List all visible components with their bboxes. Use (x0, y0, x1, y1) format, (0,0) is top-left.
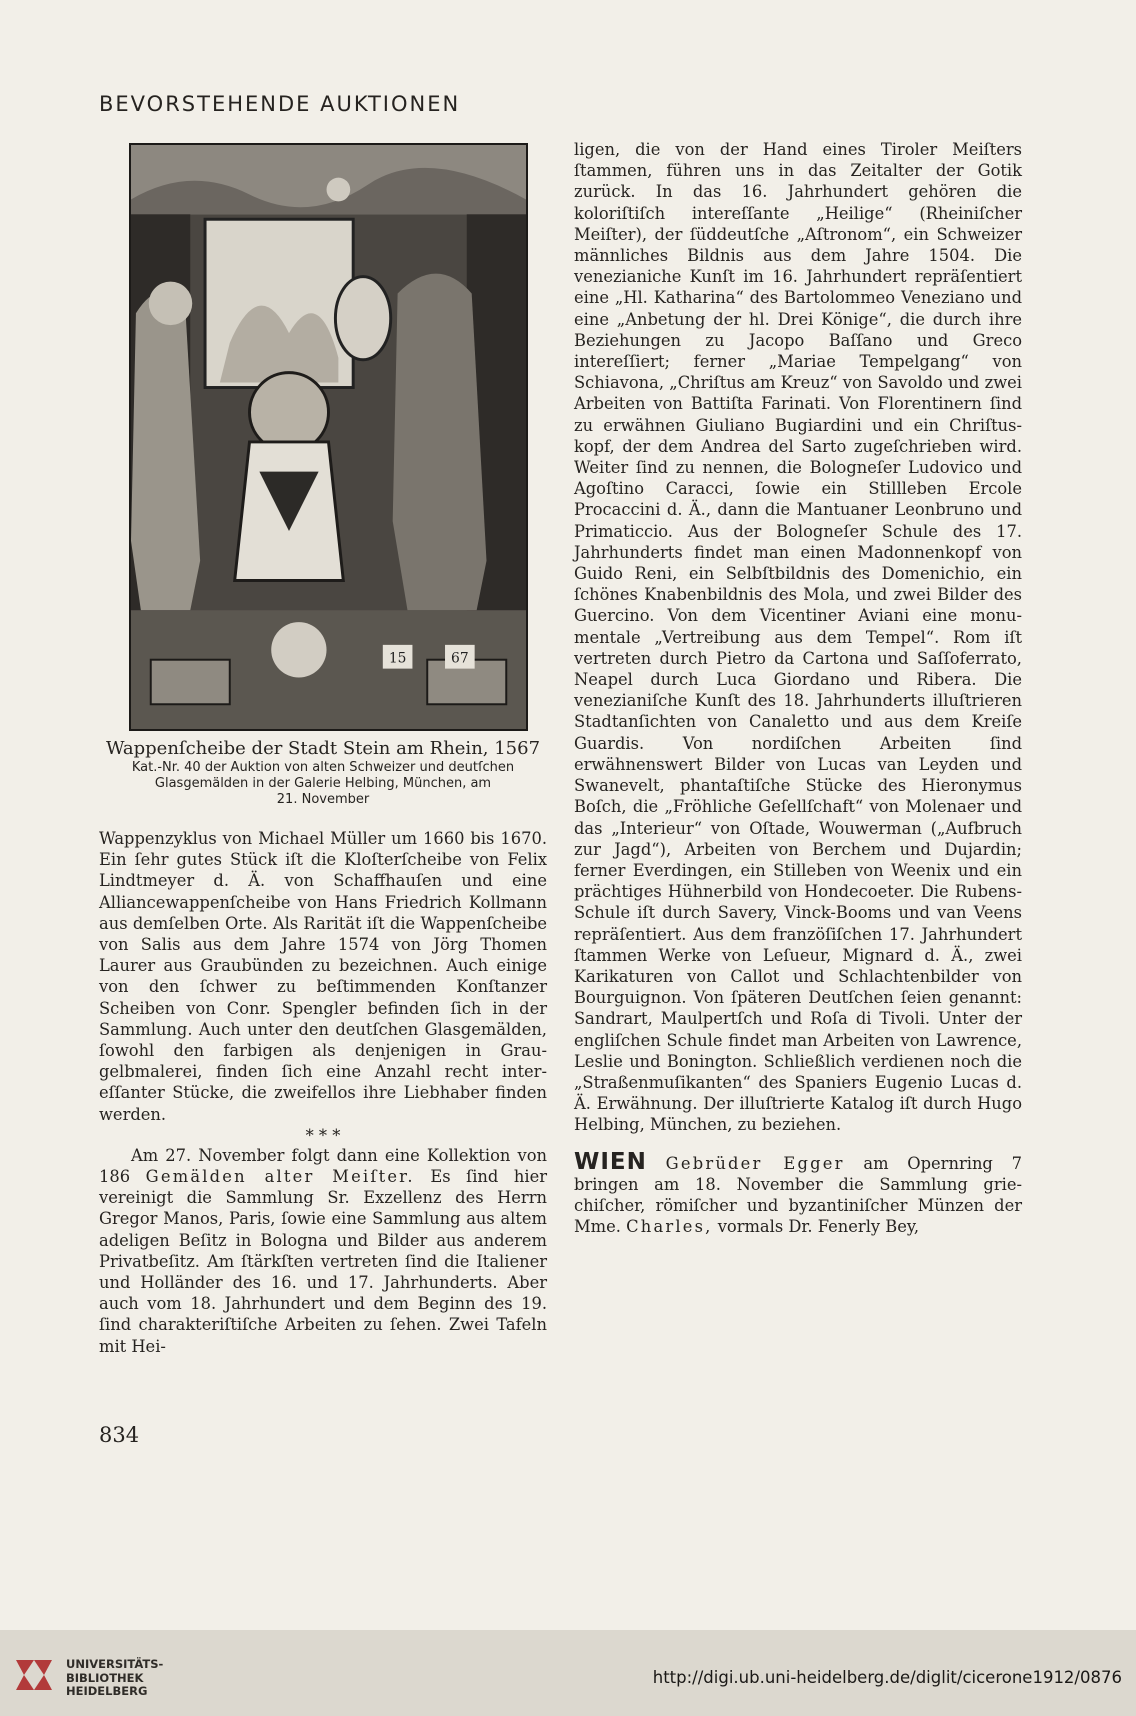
library-name: UNIVERSITÄTS- BIBLIOTHEK HEIDELBERG (66, 1657, 164, 1698)
caption-line: Glasgemälden in der Galerie Helbing, München, am (154, 776, 492, 791)
paragraph: ligen, die von der Hand eines Tiroler Meiſters ſtammen, führen uns in das Zeitalter der Gotik zurück. In das 16. Jahrhundert gehören die koloriſtiſch intereſſante „Heilige“ (Rheiniſcher Meiſter), der ſüddeutſche „Aſtronom“, ein Schweizer männliches Bildnis aus dem Jahre 1504. Die venezianiche Kunſt im 16. Jahrhundert repräſentiert eine „Hl. Katharina“ des Bartolommeo Veneziano und eine „Anbetung der hl. Drei Könige“, die durch ihre Beziehungen zu Jacopo Baſſano und Greco intereſſiert; ferner „Mariae Tempelgang“ von Schiavona, „Chriſtus am Kreuz“ von Savoldo und zwei Arbeiten von Battiſta Farinati. Von Florentinern ſind zu erwähnen Giuliano Bugiardini und ein Chriſtuskopf, der dem Andrea del Sarto zugeſchrieben wird. Weiter ſind zu nennen, die Bologneſer Ludovico und Agoſtino Caracci, ſowie ein Stillleben Ercole Procaccini d. Ä., dann die Mantuaner Leonbruno und Primaticcio. Aus der Bologneſer Schule des 17. Jahrhunderts findet man einen Madonnenkopf von Guido Reni, ein Selbſtbildnis des Domenichio, ein ſchönes Knabenbildnis des Mola, und zwei Bilder des Guercino. Von dem Vicentiner Aviani eine monumentale „Vertreibung aus dem Tempel“. Rom iſt vertreten durch Pietro da Cartona und Saſſoferrato, Neapel durch Luca Giordano und Ribera. Die venezianiſche Kunſt des 18. Jahrhunderts illuſtrieren Stadtanſichten von Canaletto und aus dem Kreiſe Guardis. Von nordiſchen Arbeiten ſind erwähnenswert Bilder von Lucas van Leyden und Swanevelt, phantaſtiſche Stücke des Hieronymus Boſch, die „Fröhliche Geſellſchaft“ von Molenaer und das „Interieur“ von Oſtade, Wouwerman („Aufbruch zur Jagd“), Arbeiten von Berchem und Dujardin; ferner Everdingen, ein Stilleben von Weenix und ein prächtiges Hühnerbild von Hondecoeter. Die RubensSchule iſt durch Savery, Vinck-Booms und van Veens repräſentiert. Aus dem franzöſiſchen 17. Jahrhundert ſtammen Werke von Leſueur, Mignard d. Ä., zwei Karikaturen von Callot und Schlachtenbilder von Bourguignon. Von ſpäteren Deutſchen ſeien genannt: Sandrart, Maulpertſch und Roſa di Tivoli. Unter der engliſchen Schule findet man Arbeiten von Lawrence, Leslie und Bonington. Schließlich verdienen noch die „Straßenmuſikanten“ des Spaniers Eugenio Lucas d. Ä. Erwähnung. Der illuſtrierte Katalog iſt durch Hugo Helbing, München, zu beziehen. (574, 140, 1022, 1135)
caption-title: Wappenſcheibe der Stadt Stein am Rhein, 1567 (105, 738, 541, 759)
page-number: 834 (99, 1423, 140, 1447)
emphasized-text: Charles, (626, 1217, 713, 1237)
panel-date-right: 67 (451, 650, 469, 667)
running-header: BEVORSTEHENDE AUKTIONEN (99, 92, 461, 116)
paragraph: Am 27. November folgt dann eine Kollektion von 186 Gemälden alter Meiſter. Es ſind hier vereinigt die Sammlung Sr. Exzellenz des Herrn Gregor Manos, Paris, ſowie eine Sammlung aus altem adeligen Beſitz in Bologna und Bilder aus anderem Privatbeſitz. Am ſtärkſten vertreten ſind die Italiener und Holländer des 16. und 17. Jahrhunderts. Aber auch vom 18. Jahrhundert und dem Beginn des 19. ſind charakteriſtiſche Arbeiten zu ſehen. Zwei Tafeln mit Hei- (99, 1145, 548, 1356)
panel-date-left: 15 (388, 650, 407, 667)
figure-caption (99, 738, 547, 808)
digitization-footer (0, 1630, 1136, 1716)
stained-glass-image (131, 145, 526, 729)
paragraph: Wappenzyklus von Michael Müller um 1660 bis 1670. Ein ſehr gutes Stück iſt die Kloſterſcheibe von Felix Lindtmeyer d. Ä. von Schaffhauſen und eine Alliancewappenſcheibe von Hans Friedrich Kollmann aus demſelben Orte. Als Rarität iſt die Wappenſcheibe von Salis aus dem Jahre 1574 von Jörg Thomen Laurer aus Graubünden zu bezeichnen. Auch einige von den ſchwer zu beſtimmenden Konſtanzer Scheiben von Conr. Spengler befinden ſich in der Sammlung. Auch unter den deutſchen Glasgemälden, ſowohl den farbigen als denjenigen in Graugelbmalerei, finden ſich eine Anzahl recht intereſſanter Stücke, die zweifellos ihre Liebhaber finden werden. (99, 829, 547, 1124)
caption-line: Kat.-Nr. 40 der Auktion von alten Schweizer und deutſchen (131, 760, 515, 775)
emphasized-text: Gemälden alter Meiſter. (145, 1167, 415, 1187)
paragraph: WIEN Gebrüder Egger am Opernring 7 bringen am 18. November die Sammlung griechiſcher, römiſcher und byzantiniſcher Münzen der Mme. Charles, vormals Dr. Fenerly Bey, (574, 1148, 1022, 1237)
left-column (99, 828, 547, 1357)
city-heading: WIEN (574, 1148, 647, 1175)
section-separator: * * * (305, 1125, 341, 1145)
emphasized-text: Gebrüder Egger (665, 1153, 845, 1173)
caption-line: 21. November (276, 792, 370, 807)
library-logo-icon (14, 1658, 54, 1692)
right-column (574, 139, 1022, 1237)
stained-glass-illustration (129, 143, 528, 731)
source-url: http://digi.ub.uni-heidelberg.de/diglit/cicerone1912/0876 (652, 1668, 1122, 1687)
